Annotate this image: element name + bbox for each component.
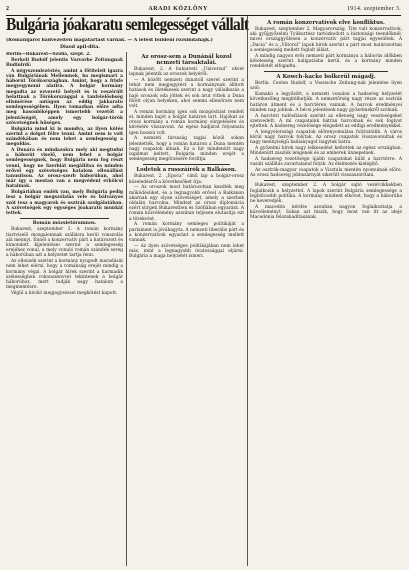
section-title: A román konzervatívok elve konfliktus. [267,20,385,26]
article-main [6,69,123,216]
paragraph: Bukarest, 2. „Epoca” című lap a bolgár-orosz közeledésről a következőket írja: [129,174,244,185]
divider [20,218,109,219]
paragraph: Bulgária mind ki is mondva, az ilyen kötés szerint a dolgot félre tenni. Amint nem is volt szándékában és nem lehet a semlegesség a megoldás. [6,126,123,148]
section-title: Román mózsietóramnos. [32,221,97,227]
sub-headline: (Románijáról hadvezéltén magatartást várnak. — A lefest buldeni rozsindahajk.) [6,38,213,43]
column-1 [6,52,123,564]
paragraph: A hadsereg vezetősége újabb csapatokat küld a harctérre. A vasúti szállítás zavartalanul folyik. Az élelmezés kielégítő. [250,157,402,168]
paragraph: A győzelmi hírek nagy lelkesedést keltettek az egész országban. Mindenütt zászlók lengenek és az emberek ünnepelnek. [250,146,402,157]
column-2 [129,52,244,564]
paragraph: Bukarest, szeptember 2. Magyarország. Tite vult konzervatívok, aki gyűjgyőzelmi Tyükurtész tartózkodott a biztonsági teendőknél, mivel országgyűlésen a konzervatív párt tagjai egyesültek. A „Dacia” és a „Viitorul” lapok hírek szerint a párt most határozottan a semlegesség mellett foglalt állást. [250,27,402,53]
section-body [6,227,123,296]
byline: Diaod apil-dita. [60,45,100,50]
paragraph: A román kormány semleges politikáját a parlament is jóváhagyta. A nemzeti liberális párt és a konzervatívok egyaránt a semlegesség mellett vannak. [129,222,244,244]
paragraph: A négyszemlezéstés, amint a főtiteleit igazra ván Bulgáriának Mellemnek, ba megismart a háborút Törökországban. Amint, hogy a frisfe megyegymuni alatira. A bolgár kormány megadta az ezvezető helyeit és is veszérült helattnak a Törökországgal a tanfelelősbség elismérése antágon az eddig jakkaratu semlegességében. Ilyen tomazban előre adta meg hasonlóképpen ismertebb vezetőt a jelentőségét, amely egy bolgár-török szövetségnek hűséges. [6,68,123,126]
paragraph: A Dunára és mindazokra mely aki megtudni a háborút viselő, nem lebet a bolgár semlegességnek, hogy Bulgária nem fog részt venni, hogy ne Szerbiát megállítsa és minden erővel egy szövetséges hatalom ellenállást tanusítson. Az orosz-szerb háborúban, ahol már így a mostan van a megvédeni erkölcsi hatalmak. [6,148,123,190]
paragraph: A macedón kérdés azonban nagyon foglalkoztatja a közvéleményt. Sokan azt hiszik, hogy most van itt az ideje Macedónia felszabadításának. [250,204,402,221]
section-title: A Kowch-kacke bolkerül mágadj. [276,74,376,81]
column-3 [250,18,402,564]
section-body [129,67,244,162]
paragraph: Bukarest, szeptember 2. A bolgár sajtó vezércikkekben foglalkozik a helyzettel. A lapok szerint Bulgária semlegessége a legbölcsebb politika. A kormány mindent elkövet, hogy a háborúba ne keveredjék. [250,183,402,205]
paragraph: A román kormány igen sok mozgósítást rendelt el, minden hajót a bolgár határon tart. Hajókat az orosz kormány a román kormány sürgetésére és kérésére visszavont. Az egész hadjárat folyamata igen hosszú volt. [129,109,244,136]
paragraph: A harctéri tudósítások szerint az ellenség nagy veszteségeket szenvedett. A mi csapataink bátran harcolnak és sok foglyot ejtettek. A hadsereg vezetősége elégedett az eddigi eredményekkel. [250,113,402,130]
paragraph: Berlin. Ceolen Rudolf, a Vossische Zeitung-nak jelentése ilyen szól: [250,81,402,92]
paragraph: Bukarest, 2. A bukaresti „Universul” okvet lapnak jelentik az oroszok helyéről: [129,67,244,78]
section-body [129,174,244,259]
section-body [250,81,402,178]
divider [264,180,388,181]
paragraph: — A közölt nemzeti dunatoll szeret szerint a tehát nem megjegyzést a kormánynak állított hatások és illetékesek szerint a nagy vállalkozás a hajó oroszok oda jöttek és sok árut vittek a Duna fölött olyan helyeken, ahol semmi ellenőrzés nem volt. [129,78,244,110]
paragraph: — Az ilyen szövetséges politikájában nem lehet más, mint a legnagyobb óvatossággal eljárni. Bulgária a maga helyzetét ismeri. [129,243,244,260]
paragraph: — Az oroszok most határozottan kezdték meg működésüket, és a legnagyobb erővel a Balkánon akarnak egy olyan szövetséget, amely a szerbek oldalán harcolna. Mindezt az orosz diplomácia ezért sürgeti Bukarestben és Szófiában egyaránt. A román közvélemény azonban teljesen elutasítja ezt a törekvést. [129,185,244,222]
lead-title: Berkeli Budolf jelentis Vozvorhe Zeitungnak Budiulrdí: [6,57,123,68]
paragraph: A nemzeti társaság tagjai közül sokan jelentették, hogy a román határon a Duna mentén nagy csapatok állnak. Ez a hír mindenütt nagy izgalmat keltett. Bulgária minden erejét a semlegesség megőrzésére fordítja. [129,136,244,163]
paragraph: Bukarest, szeptember 2. A román kormány tisztviselő mozgalomnak szállásra kerül vonszolás alá mennyi. Ennél a konzervatív párt a határozott és kimondott kijelentései szerint a semlegesség erejéhez vonul, a mely vonuló román szándék sereg a háborúban azt a helyzetet tartja fenn. [6,227,123,259]
section-title: Lodetok a russzáírók a Balkáson. [136,167,237,174]
paragraph: Az osztrák-magyar csapatok a Visztula mentén nyomulnak előre. Az orosz hadsereg jobbszárnyát sikerült visszaszorítani. [250,168,402,179]
section-title: Az orosz-sem a Dunánál kozol ncmzeti társaktalái. [141,54,232,66]
section-body [250,27,402,69]
paragraph: Az ellenzék szerint a kormány nyugodt maradását nem lehet elérni, hogy a románság erejét mindig a kormány végzi. A bolgár hírek szerint a harmadik szélességben rokonszenvvel tekintenek a bolgár háborúhoz, mert tudják nagy hatalom a megmentésre. [6,259,123,291]
section-body [250,183,402,220]
main-headline: Bulgária jóakaratu semlegességet vállalt [6,14,249,35]
divider [264,71,388,72]
divider [143,164,230,165]
paragraph: A lengyelországi csapatok előrenyomulása folytatódik. A város körül nagy harcok folytak. Az orosz csapatok visszavonultak és nagy mennyiségű hadianyagot hagytak hátra. [250,129,402,146]
dateline: Berlin—Bukarest—Szófia, szept. 2. [6,52,91,57]
page-header [6,4,401,14]
newspaper-name: ARADI KÖZLÖNY [148,6,208,12]
column-rule-2 [247,16,248,566]
issue-date: 1914. szeptember 3. [346,6,401,12]
paragraph: Bulgáriában emlék van, mely Bulgária pedig lesz a bolgár megszólalás vele és bálványos szót tesz a magyarok és osztrák szolgálatában. A szövetségek egy egységes jóakaratú munkát tettek. [6,190,123,217]
paragraph: Végül a kiváló megjegyzéssel megkötést kapott. [11,291,118,297]
paragraph: A mindig nagyon erős nemzeti párt kormánya a háborús időkben kötelesség szerint hallgatásba kerül, és a kormány minden rendeletét elfogadta. [250,53,402,70]
page-number: 2 [6,6,10,12]
column-rule-1 [126,52,127,566]
paragraph: Kamakó a legyőzött, a nemzeti vonalon a hadsereg helyzetét következőleg megítélhetjük. A nemzetőrség nagy része az osztrák határon átment és a harctéren vannak. A harcok eredményei minden nap jobbak. A bécsi jelentések nagy győzelmekről szólnak. [250,92,402,113]
